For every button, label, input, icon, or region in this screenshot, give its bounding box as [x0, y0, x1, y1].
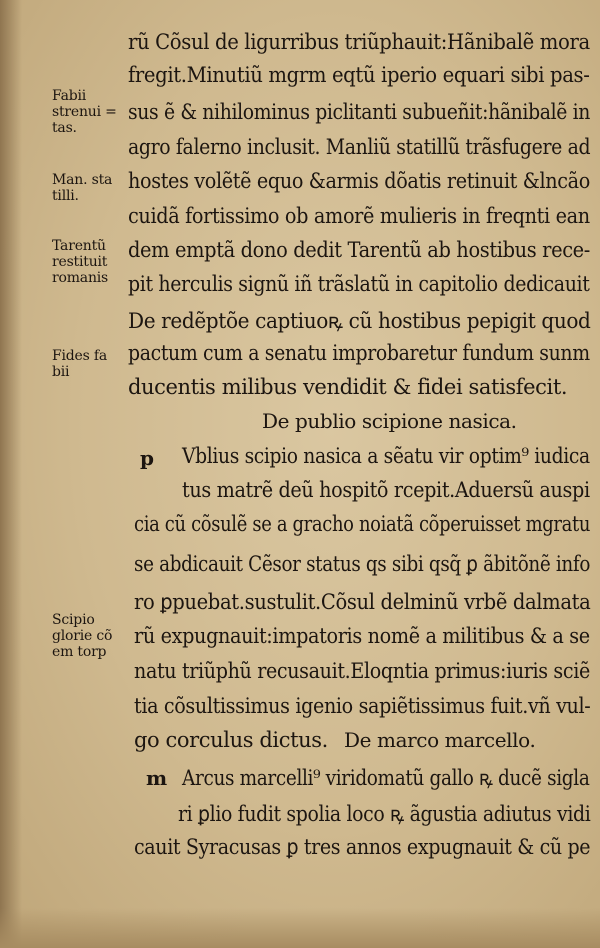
margin-note-line: em torp [52, 644, 107, 660]
page-bottom-shadow [0, 908, 600, 948]
text-line: Vblius scipio nasica a sẽatu vir optim⁹ iudica [182, 444, 590, 468]
text-line: pit herculis signũ iñ trãslatũ in capitolio dedicauit [128, 272, 590, 296]
margin-note-line: restituit [52, 254, 108, 270]
margin-note-tarentum [52, 238, 108, 286]
text-line: fregit.Minutiũ mgrm eqtũ iperio equari sibi pas- [128, 63, 590, 87]
initial-letter: p [140, 446, 154, 470]
margin-note-line: glorie cõ [52, 628, 113, 644]
margin-note-line: tas. [52, 120, 77, 136]
text-line: cuidã fortissimo ob amorẽ mulieris in freqnti ean [128, 204, 590, 228]
margin-note-line: Fabii [52, 88, 87, 104]
text-line: dem emptã dono dedit Tarentũ ab hostibus rece- [128, 238, 590, 262]
text-line: De redẽptõe captiuoꝶ cũ hostibus pepigit quod [128, 309, 591, 333]
margin-note-manlius [52, 172, 112, 204]
text-line: cia cũ cõsulẽ se a gracho noiatã cõperuisset mgratu [134, 512, 591, 536]
text-line: rũ expugnauit:impatoris nomẽ a militibus & a se [134, 624, 590, 648]
text-line: natu triũphũ recusauit.Eloqntia primus:iuris sciẽ [134, 659, 590, 683]
text-line: pactum cum a senatu improbaretur fundum sunm [128, 341, 590, 365]
text-line: Arcus marcelli⁹ viridomatũ gallo ꝶ ducẽ sigla [182, 766, 590, 790]
margin-note-line: Scipio [52, 612, 95, 628]
initial-letter: m [146, 766, 168, 790]
text-line: tia cõsultissimus igenio sapiẽtissimus fuit.vñ vul- [134, 694, 591, 718]
text-line: agro falerno inclusit. Manliũ statillũ trãsfugere ad [128, 135, 591, 159]
text-line: rũ Cõsul de ligurribus triũphauit:Hãnibalẽ mora [128, 30, 590, 54]
margin-note-scipio [52, 612, 112, 660]
margin-note-line: Man. sta [52, 172, 113, 188]
text-line: sus ẽ & nihilominus piclitanti subueñit:hãnibalẽ in [128, 100, 591, 124]
page-edge-shadow [0, 0, 22, 948]
margin-note-line: tilli. [52, 188, 79, 204]
section-heading: De publio scipione nasica. [262, 409, 517, 433]
text-line: hostes volẽtẽ equo &armis dõatis retinuit &lncão [128, 169, 590, 193]
margin-note-line: Tarentũ [52, 238, 106, 254]
text-line: ro ꝑpuebat.sustulit.Cõsul delminũ vrbẽ dalmata [134, 590, 591, 614]
margin-note-line: romanis [52, 270, 109, 286]
text-line: tus matrẽ deũ hospitõ rcepit.Aduersũ auspi [182, 478, 590, 502]
margin-note-fabii [52, 88, 117, 136]
margin-note-line: bii [52, 364, 70, 380]
margin-note-line: strenui = [52, 104, 117, 120]
text-line: cauit Syracusas ꝑ tres annos expugnauit & cũ pe [134, 835, 591, 859]
text-line: ducentis milibus vendidit & fidei satisfecit. [128, 375, 568, 399]
margin-note-fides [52, 348, 107, 380]
text-line: go corculus dictus. [134, 728, 328, 752]
text-line: se abdicauit Cẽsor status qs sibi qsq̃ ꝑ ãbitõnẽ info [134, 552, 591, 576]
margin-note-line: Fides fa [52, 348, 108, 364]
section-heading: De marco marcello. [344, 728, 536, 752]
text-line: ri ꝑlio fudit spolia loco ꝶ ãgustia adiutus vidi [178, 802, 591, 826]
